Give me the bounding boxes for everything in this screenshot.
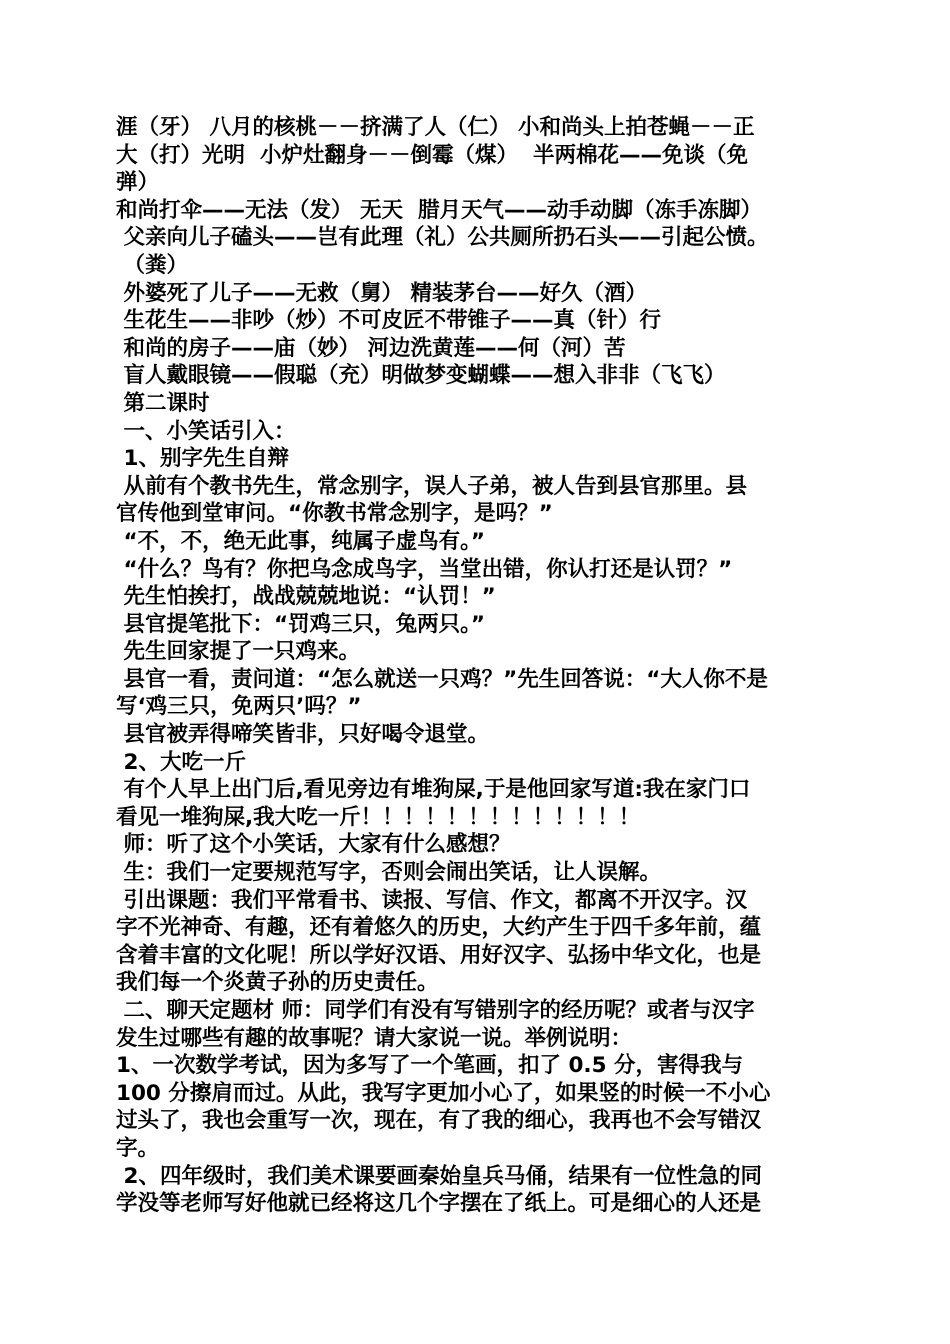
- text-line: 弹）: [116, 170, 160, 196]
- text-line: 和尚的房子——庙（妙） 河边洗黄莲——何（河）苦: [116, 335, 626, 361]
- text-line: 100 分擦肩而过。从此，我写字更加小心了，如果竖的时候一不小心: [116, 1080, 771, 1106]
- text-line: 含着丰富的文化呢！所以学好汉语、用好汉字、弘扬中华文化，也是: [116, 942, 762, 968]
- section-heading: 二、聊天定题材 师：同学们有没有写错别字的经历呢？或者与汉字: [116, 998, 755, 1023]
- subsection-heading: 1、别字先生自辩: [116, 446, 289, 472]
- text-line: 引出课题：我们平常看书、读报、写信、作文，都离不开汉字。汉: [116, 887, 747, 913]
- text-line: 字。: [116, 1135, 160, 1161]
- text-line: 我们每一个炎黄子孙的历史责任。: [116, 970, 439, 996]
- text-line: 县官提笔批下：“罚鸡三只，兔两只。”: [116, 611, 485, 637]
- text-line: 大（打）光明 小炉灶翻身－－倒霉（煤） 半两棉花——免谈（免: [116, 142, 748, 168]
- section-heading: 第二课时: [116, 390, 210, 416]
- text-line: 发生过哪些有趣的故事呢？请大家说一说。举例说明：: [116, 1025, 633, 1051]
- text-line: “什么？鸟有？你把乌念成鸟字，当堂出错，你认打还是认罚？”: [116, 556, 733, 582]
- text-line: 字不光神奇、有趣，还有着悠久的历史，大约产生于四千多年前，蕴: [116, 915, 762, 941]
- text-line: 1、一次数学考试，因为多写了一个笔画，扣了 0.5 分，害得我与: [116, 1053, 744, 1079]
- section-heading: 一、小笑话引入：: [116, 418, 296, 444]
- text-line: 师：听了这个小笑话，大家有什么感想？: [116, 832, 511, 858]
- text-line: 盲人戴眼镜——假聪（充）明做梦变蝴蝶——想入非非（飞飞）: [116, 363, 726, 389]
- text-line: 外婆死了儿子——无救（舅） 精装茅台——好久（酒）: [116, 280, 647, 306]
- text-line: 过头了，我也会重写一次，现在，有了我的细心，我再也不会写错汉: [116, 1108, 762, 1134]
- text-line: “不，不，绝无此事，纯属子虚鸟有。”: [116, 528, 485, 554]
- text-line: 有个人早上出门后,看见旁边有堆狗屎,于是他回家写道:我在家门口: [116, 777, 751, 803]
- subsection-heading: 2、大吃一斤: [116, 749, 246, 775]
- text-line: 和尚打伞——无法（发） 无天 腊月天气——动手动脚（冻手冻脚）: [116, 197, 762, 223]
- text-line: 2、四年级时，我们美术课要画秦始皇兵马俑，结果有一位性急的同: [116, 1163, 762, 1189]
- document-body: [116, 114, 840, 1218]
- text-line: 父亲向儿子磕头——岂有此理（礼）公共厕所扔石头——引起公愤。: [116, 225, 769, 251]
- text-line: 先生怕挨打，战战兢兢地说：“认罚！”: [116, 584, 496, 610]
- text-line: 生：我们一定要规范写字，否则会闹出笑话，让人误解。: [116, 860, 661, 886]
- text-line: 看见一堆狗屎,我大吃一斤！！！！！！！！！！！！！: [116, 804, 641, 830]
- text-line: 生花生——非吵（炒）不可皮匠不带锥子——真（针）行: [116, 308, 661, 334]
- text-line: 从前有个教书先生，常念别字，误人子弟，被人告到县官那里。县: [116, 473, 747, 499]
- text-line: 先生回家提了一只鸡来。: [116, 639, 360, 665]
- text-line: 县官被弄得啼笑皆非，只好喝令退堂。: [116, 722, 489, 748]
- text-line: 涯（牙） 八月的核桃－－挤满了人（仁） 小和尚头上拍苍蝇－－正: [116, 115, 755, 140]
- text-line: 写‘鸡三只，免两只’吗？”: [116, 694, 362, 720]
- text-line: 县官一看，责问道：“怎么就送一只鸡？”先生回答说：“大人你不是: [116, 666, 768, 692]
- text-line: 学没等老师写好他就已经将这几个字摆在了纸上。可是细心的人还是: [116, 1191, 762, 1217]
- text-line: 官传他到堂审问。“你教书常念别字，是吗？”: [116, 501, 553, 527]
- text-line: （粪）: [116, 252, 188, 278]
